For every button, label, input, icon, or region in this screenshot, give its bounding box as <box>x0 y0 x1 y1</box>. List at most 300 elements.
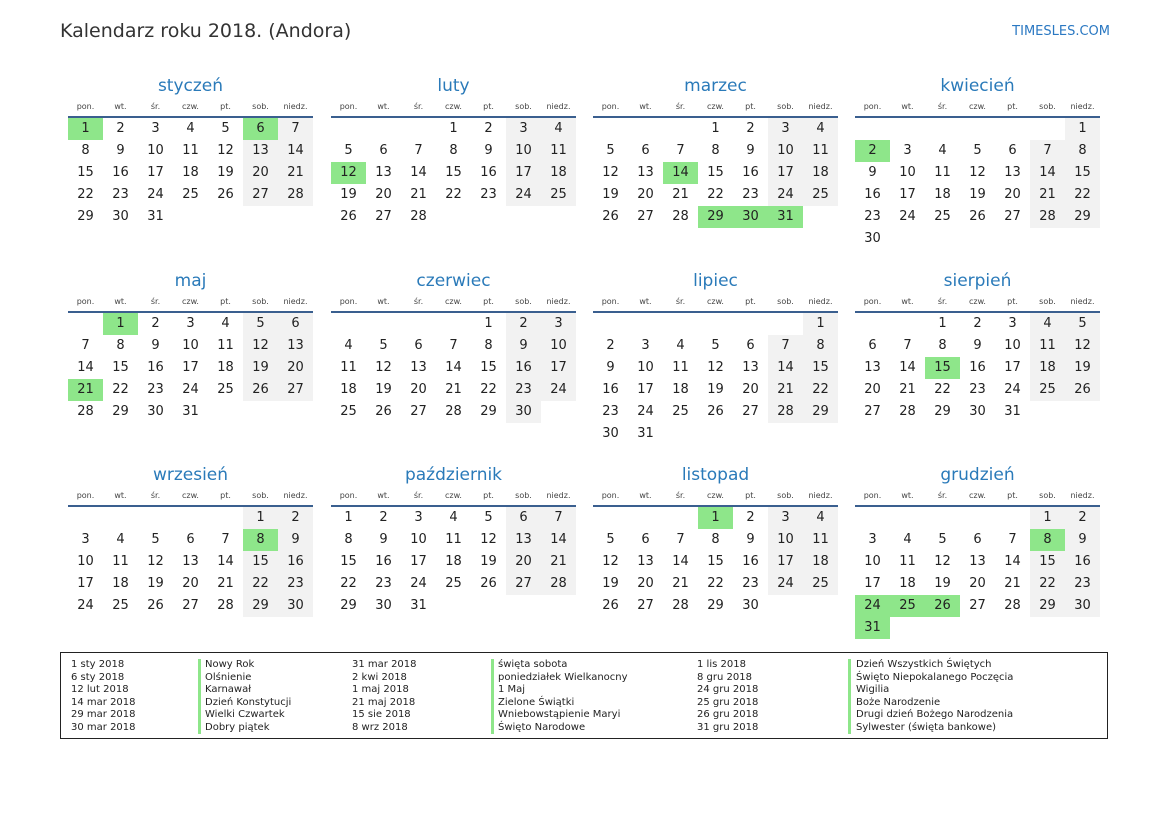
day-cell: 22 <box>480 382 497 397</box>
day-cell: 28 <box>1004 598 1021 613</box>
weekday-label: niedz. <box>1070 297 1095 306</box>
day-cell: 24 <box>768 184 803 206</box>
month-name: maj <box>174 271 207 291</box>
legend-date: 8 gru 2018 <box>697 671 752 683</box>
day-cell: 14 <box>1004 554 1021 569</box>
day-cell: 21 <box>278 162 313 184</box>
day-grid <box>855 507 1100 639</box>
day-cell: 16 <box>278 551 313 573</box>
month-name: luty <box>437 76 470 96</box>
day-cell: 25 <box>340 404 357 419</box>
legend-color-bar <box>848 659 851 734</box>
day-cell: 9 <box>151 338 160 353</box>
day-cell: 24 <box>410 576 427 591</box>
day-cell: 18 <box>340 382 357 397</box>
holiday-day-cell: 21 <box>68 379 103 401</box>
day-cell: 17 <box>147 165 164 180</box>
day-cell: 13 <box>742 360 759 375</box>
holiday-day-cell: 8 <box>243 529 278 551</box>
empty-cell <box>855 118 890 140</box>
legend-date: 25 gru 2018 <box>697 696 759 708</box>
day-cell: 12 <box>602 554 619 569</box>
weekday-label: sob. <box>1039 297 1056 306</box>
weekday-label: pt. <box>220 297 231 306</box>
day-cell: 24 <box>147 187 164 202</box>
day-cell: 28 <box>541 573 576 595</box>
weekday-label: czw. <box>707 491 724 500</box>
day-cell: 28 <box>77 404 94 419</box>
day-cell: 22 <box>707 187 724 202</box>
day-cell: 14 <box>77 360 94 375</box>
weekday-label: niedz. <box>546 297 571 306</box>
empty-cell <box>68 313 103 335</box>
day-cell: 11 <box>340 360 357 375</box>
day-cell: 19 <box>147 576 164 591</box>
weekday-label: śr. <box>675 297 686 306</box>
day-cell: 26 <box>340 209 357 224</box>
day-cell: 20 <box>637 576 654 591</box>
day-cell: 30 <box>602 426 619 441</box>
day-cell: 18 <box>672 382 689 397</box>
weekday-label: czw. <box>445 297 462 306</box>
day-cell: 17 <box>541 357 576 379</box>
day-cell: 19 <box>602 187 619 202</box>
legend-date: 21 maj 2018 <box>352 696 416 708</box>
day-cell: 20 <box>742 382 759 397</box>
legend-holiday-name: Dobry piątek <box>205 721 270 733</box>
day-cell: 24 <box>899 209 916 224</box>
legend-date: 31 mar 2018 <box>352 659 417 670</box>
day-cell: 26 <box>480 576 497 591</box>
day-cell: 23 <box>147 382 164 397</box>
day-cell: 24 <box>506 184 541 206</box>
day-cell: 10 <box>147 143 164 158</box>
day-cell: 18 <box>445 554 462 569</box>
legend-holiday-name: Olśnienie <box>205 671 252 683</box>
day-cell: 13 <box>375 165 392 180</box>
day-cell: 14 <box>672 554 689 569</box>
day-cell: 29 <box>340 598 357 613</box>
weekday-label: pon. <box>601 491 620 500</box>
day-cell: 19 <box>969 187 986 202</box>
day-cell: 20 <box>243 162 278 184</box>
weekday-label: pt. <box>483 102 494 111</box>
day-cell: 23 <box>112 187 129 202</box>
legend-holiday-name: Sylwester (święta bankowe) <box>856 721 996 733</box>
day-cell: 17 <box>768 551 803 573</box>
weekday-label: pon. <box>601 297 620 306</box>
day-cell: 20 <box>637 187 654 202</box>
holiday-day-cell: 26 <box>925 595 960 617</box>
day-cell: 27 <box>864 404 881 419</box>
legend-date: 31 gru 2018 <box>697 721 759 733</box>
day-cell: 13 <box>278 335 313 357</box>
weekday-label: wt. <box>901 297 914 306</box>
weekday-label: sob. <box>777 491 794 500</box>
legend-date: 30 mar 2018 <box>71 721 136 733</box>
legend-date: 29 mar 2018 <box>71 709 136 721</box>
day-cell: 15 <box>1065 162 1100 184</box>
day-cell: 23 <box>375 576 392 591</box>
day-cell: 19 <box>375 382 392 397</box>
day-cell: 22 <box>1065 184 1100 206</box>
empty-cell <box>960 118 995 140</box>
day-cell: 18 <box>803 162 838 184</box>
day-cell: 10 <box>506 140 541 162</box>
legend-holiday-name: Wielki Czwartek <box>205 709 285 721</box>
day-cell: 15 <box>480 360 497 375</box>
day-cell: 3 <box>868 532 877 547</box>
day-grid <box>331 507 576 617</box>
day-cell: 4 <box>938 143 947 158</box>
empty-cell <box>593 507 628 529</box>
day-cell: 25 <box>934 209 951 224</box>
day-cell: 26 <box>147 598 164 613</box>
month-name: sierpień <box>943 271 1012 291</box>
weekday-header <box>68 102 313 118</box>
day-cell: 17 <box>768 162 803 184</box>
legend-holiday-name: Wniebowstąpienie Maryi <box>498 709 621 721</box>
weekday-label: czw. <box>707 102 724 111</box>
day-cell: 4 <box>541 118 576 140</box>
day-cell: 10 <box>768 140 803 162</box>
day-cell: 15 <box>243 551 278 573</box>
day-cell: 1 <box>803 313 838 335</box>
empty-cell <box>401 313 436 335</box>
day-cell: 30 <box>506 401 541 423</box>
day-cell: 22 <box>243 573 278 595</box>
weekday-header <box>855 102 1100 118</box>
day-cell: 29 <box>1065 206 1100 228</box>
day-cell: 10 <box>899 165 916 180</box>
day-cell: 27 <box>243 184 278 206</box>
weekday-label: pon. <box>863 491 882 500</box>
day-cell: 30 <box>112 209 129 224</box>
day-cell: 19 <box>707 382 724 397</box>
day-cell: 10 <box>637 360 654 375</box>
day-cell: 21 <box>672 576 689 591</box>
legend-dates-column <box>352 659 417 735</box>
empty-cell <box>855 313 890 335</box>
day-cell: 9 <box>379 532 388 547</box>
day-cell: 12 <box>934 554 951 569</box>
day-grid <box>855 118 1100 250</box>
day-cell: 18 <box>934 187 951 202</box>
legend-holiday-name: 1 Maj <box>498 684 526 696</box>
legend-date: 1 lis 2018 <box>697 659 746 670</box>
day-cell: 19 <box>1065 357 1100 379</box>
day-cell: 1 <box>1030 507 1065 529</box>
day-cell: 7 <box>676 143 685 158</box>
empty-cell <box>698 313 733 335</box>
day-cell: 11 <box>1030 335 1065 357</box>
month-name: wrzesień <box>152 465 229 485</box>
day-cell: 7 <box>676 532 685 547</box>
day-cell: 3 <box>541 313 576 335</box>
day-cell: 5 <box>606 143 615 158</box>
empty-cell <box>173 507 208 529</box>
empty-cell <box>593 313 628 335</box>
empty-cell <box>663 118 698 140</box>
day-cell: 8 <box>81 143 90 158</box>
day-cell: 30 <box>969 404 986 419</box>
weekday-label: pon. <box>76 491 95 500</box>
legend-date: 1 maj 2018 <box>352 684 409 696</box>
day-cell: 4 <box>803 507 838 529</box>
day-cell: 14 <box>1030 162 1065 184</box>
day-cell: 2 <box>973 316 982 331</box>
day-cell: 27 <box>742 404 759 419</box>
day-cell: 8 <box>449 143 458 158</box>
month-block <box>855 461 1100 639</box>
day-cell: 6 <box>641 143 650 158</box>
day-cell: 9 <box>506 335 541 357</box>
day-cell: 19 <box>340 187 357 202</box>
weekday-header <box>331 102 576 118</box>
holiday-day-cell: 1 <box>698 507 733 529</box>
day-cell: 2 <box>746 510 755 525</box>
month-name: czerwiec <box>416 271 491 291</box>
day-cell: 27 <box>969 598 986 613</box>
day-cell: 7 <box>221 532 230 547</box>
weekday-label: pt. <box>745 102 756 111</box>
day-cell: 8 <box>116 338 125 353</box>
day-cell: 23 <box>480 187 497 202</box>
weekday-label: śr. <box>675 491 686 500</box>
day-cell: 12 <box>707 360 724 375</box>
weekday-label: pon. <box>339 102 358 111</box>
weekday-label: pon. <box>863 102 882 111</box>
legend-holiday-name: Dzień Konstytucji <box>205 696 292 708</box>
weekday-label: niedz. <box>546 491 571 500</box>
empty-cell <box>733 313 768 335</box>
day-cell: 4 <box>221 316 230 331</box>
day-cell: 27 <box>410 404 427 419</box>
weekday-label: czw. <box>969 102 986 111</box>
day-cell: 10 <box>182 338 199 353</box>
legend-date: 26 gru 2018 <box>697 709 759 721</box>
legend-holiday-name: Dzień Wszystkich Świętych <box>856 659 992 670</box>
legend-holiday-name: Święto Niepokalanego Poczęcia <box>856 671 1014 683</box>
day-cell: 2 <box>116 121 125 136</box>
day-cell: 21 <box>1004 576 1021 591</box>
day-cell: 24 <box>637 404 654 419</box>
day-cell: 9 <box>606 360 615 375</box>
day-cell: 26 <box>243 379 278 401</box>
day-cell: 25 <box>541 184 576 206</box>
legend-date: 12 lut 2018 <box>71 684 129 696</box>
weekday-label: wt. <box>114 102 127 111</box>
day-cell: 30 <box>864 231 881 246</box>
day-cell: 29 <box>707 598 724 613</box>
day-cell: 28 <box>672 209 689 224</box>
weekday-label: niedz. <box>283 102 308 111</box>
day-cell: 4 <box>449 510 458 525</box>
day-cell: 29 <box>803 401 838 423</box>
day-cell: 21 <box>899 382 916 397</box>
day-cell: 13 <box>1004 165 1021 180</box>
day-cell: 10 <box>768 529 803 551</box>
day-cell: 29 <box>480 404 497 419</box>
day-cell: 2 <box>379 510 388 525</box>
legend-color-bar <box>198 659 201 734</box>
weekday-label: wt. <box>901 102 914 111</box>
day-cell: 2 <box>1065 507 1100 529</box>
weekday-label: niedz. <box>546 102 571 111</box>
day-cell: 15 <box>707 165 724 180</box>
day-cell: 9 <box>868 165 877 180</box>
empty-cell <box>593 118 628 140</box>
day-cell: 22 <box>1030 573 1065 595</box>
day-cell: 14 <box>541 529 576 551</box>
weekday-label: pon. <box>863 297 882 306</box>
legend-holiday-name: Wigilia <box>856 684 890 696</box>
empty-cell <box>436 313 471 335</box>
day-cell: 18 <box>1030 357 1065 379</box>
day-cell: 15 <box>340 554 357 569</box>
day-cell: 3 <box>506 118 541 140</box>
day-cell: 19 <box>243 357 278 379</box>
day-cell: 18 <box>112 576 129 591</box>
month-block <box>593 72 838 228</box>
weekday-label: pt. <box>745 491 756 500</box>
day-cell: 25 <box>1030 379 1065 401</box>
day-cell: 16 <box>506 357 541 379</box>
day-cell: 25 <box>803 184 838 206</box>
weekday-label: śr. <box>937 297 948 306</box>
legend-names-column <box>205 659 291 735</box>
day-cell: 7 <box>449 338 458 353</box>
legend-date: 8 wrz 2018 <box>352 721 408 733</box>
weekday-label: pon. <box>339 297 358 306</box>
month-block <box>593 267 838 445</box>
empty-cell <box>768 313 803 335</box>
month-name: marzec <box>684 76 747 96</box>
day-cell: 17 <box>637 382 654 397</box>
day-cell: 13 <box>637 165 654 180</box>
day-cell: 23 <box>742 576 759 591</box>
day-cell: 27 <box>637 598 654 613</box>
day-cell: 11 <box>803 140 838 162</box>
day-cell: 27 <box>506 573 541 595</box>
day-cell: 3 <box>768 118 803 140</box>
weekday-label: śr. <box>675 102 686 111</box>
day-cell: 4 <box>116 532 125 547</box>
weekday-label: czw. <box>182 102 199 111</box>
day-cell: 14 <box>768 357 803 379</box>
weekday-label: wt. <box>639 491 652 500</box>
day-cell: 8 <box>1065 140 1100 162</box>
day-cell: 17 <box>864 576 881 591</box>
day-cell: 21 <box>541 551 576 573</box>
day-cell: 18 <box>217 360 234 375</box>
day-cell: 31 <box>147 209 164 224</box>
day-cell: 26 <box>602 598 619 613</box>
weekday-header <box>593 102 838 118</box>
holiday-day-cell: 8 <box>1030 529 1065 551</box>
day-cell: 5 <box>938 532 947 547</box>
day-cell: 25 <box>182 187 199 202</box>
day-cell: 8 <box>938 338 947 353</box>
day-cell: 28 <box>445 404 462 419</box>
day-cell: 20 <box>864 382 881 397</box>
day-cell: 1 <box>484 316 493 331</box>
day-cell: 11 <box>445 532 462 547</box>
day-cell: 6 <box>186 532 195 547</box>
day-cell: 31 <box>182 404 199 419</box>
day-cell: 10 <box>541 335 576 357</box>
day-cell: 24 <box>768 573 803 595</box>
legend-date: 15 sie 2018 <box>352 709 411 721</box>
day-cell: 6 <box>868 338 877 353</box>
weekday-header <box>68 491 313 507</box>
day-cell: 11 <box>112 554 129 569</box>
day-cell: 28 <box>672 598 689 613</box>
month-block <box>593 461 838 617</box>
day-cell: 4 <box>186 121 195 136</box>
day-cell: 26 <box>602 209 619 224</box>
weekday-header <box>331 297 576 313</box>
day-cell: 24 <box>1004 382 1021 397</box>
legend-holiday-name: poniedziałek Wielkanocny <box>498 671 628 683</box>
day-cell: 3 <box>641 338 650 353</box>
weekday-label: niedz. <box>283 491 308 500</box>
day-cell: 21 <box>768 379 803 401</box>
day-cell: 20 <box>969 576 986 591</box>
day-cell: 16 <box>864 187 881 202</box>
site-link[interactable]: TIMESLES.COM <box>1012 24 1110 39</box>
legend-date: 24 gru 2018 <box>697 684 759 696</box>
day-cell: 17 <box>506 162 541 184</box>
day-cell: 27 <box>1004 209 1021 224</box>
holiday-day-cell: 6 <box>243 118 278 140</box>
day-cell: 29 <box>77 209 94 224</box>
day-cell: 6 <box>641 532 650 547</box>
empty-cell <box>960 507 995 529</box>
day-cell: 17 <box>899 187 916 202</box>
day-cell: 10 <box>1004 338 1021 353</box>
day-cell: 22 <box>77 187 94 202</box>
day-cell: 25 <box>672 404 689 419</box>
day-cell: 30 <box>147 404 164 419</box>
day-cell: 2 <box>746 121 755 136</box>
weekday-label: pon. <box>339 491 358 500</box>
day-cell: 9 <box>1065 529 1100 551</box>
weekday-label: wt. <box>901 491 914 500</box>
day-cell: 19 <box>602 576 619 591</box>
day-cell: 26 <box>969 209 986 224</box>
day-cell: 24 <box>541 379 576 401</box>
day-cell: 13 <box>969 554 986 569</box>
day-cell: 28 <box>1030 206 1065 228</box>
day-cell: 6 <box>1008 143 1017 158</box>
day-cell: 9 <box>746 143 755 158</box>
empty-cell <box>663 313 698 335</box>
day-cell: 5 <box>1065 313 1100 335</box>
day-cell: 25 <box>803 573 838 595</box>
legend-holiday-name: Święto Narodowe <box>498 721 586 733</box>
day-cell: 11 <box>934 165 951 180</box>
empty-cell <box>925 118 960 140</box>
weekday-label: niedz. <box>1070 102 1095 111</box>
day-cell: 7 <box>1030 140 1065 162</box>
day-cell: 5 <box>606 532 615 547</box>
day-cell: 3 <box>414 510 423 525</box>
weekday-label: wt. <box>377 297 390 306</box>
weekday-label: wt. <box>639 102 652 111</box>
day-cell: 5 <box>379 338 388 353</box>
day-cell: 12 <box>969 165 986 180</box>
